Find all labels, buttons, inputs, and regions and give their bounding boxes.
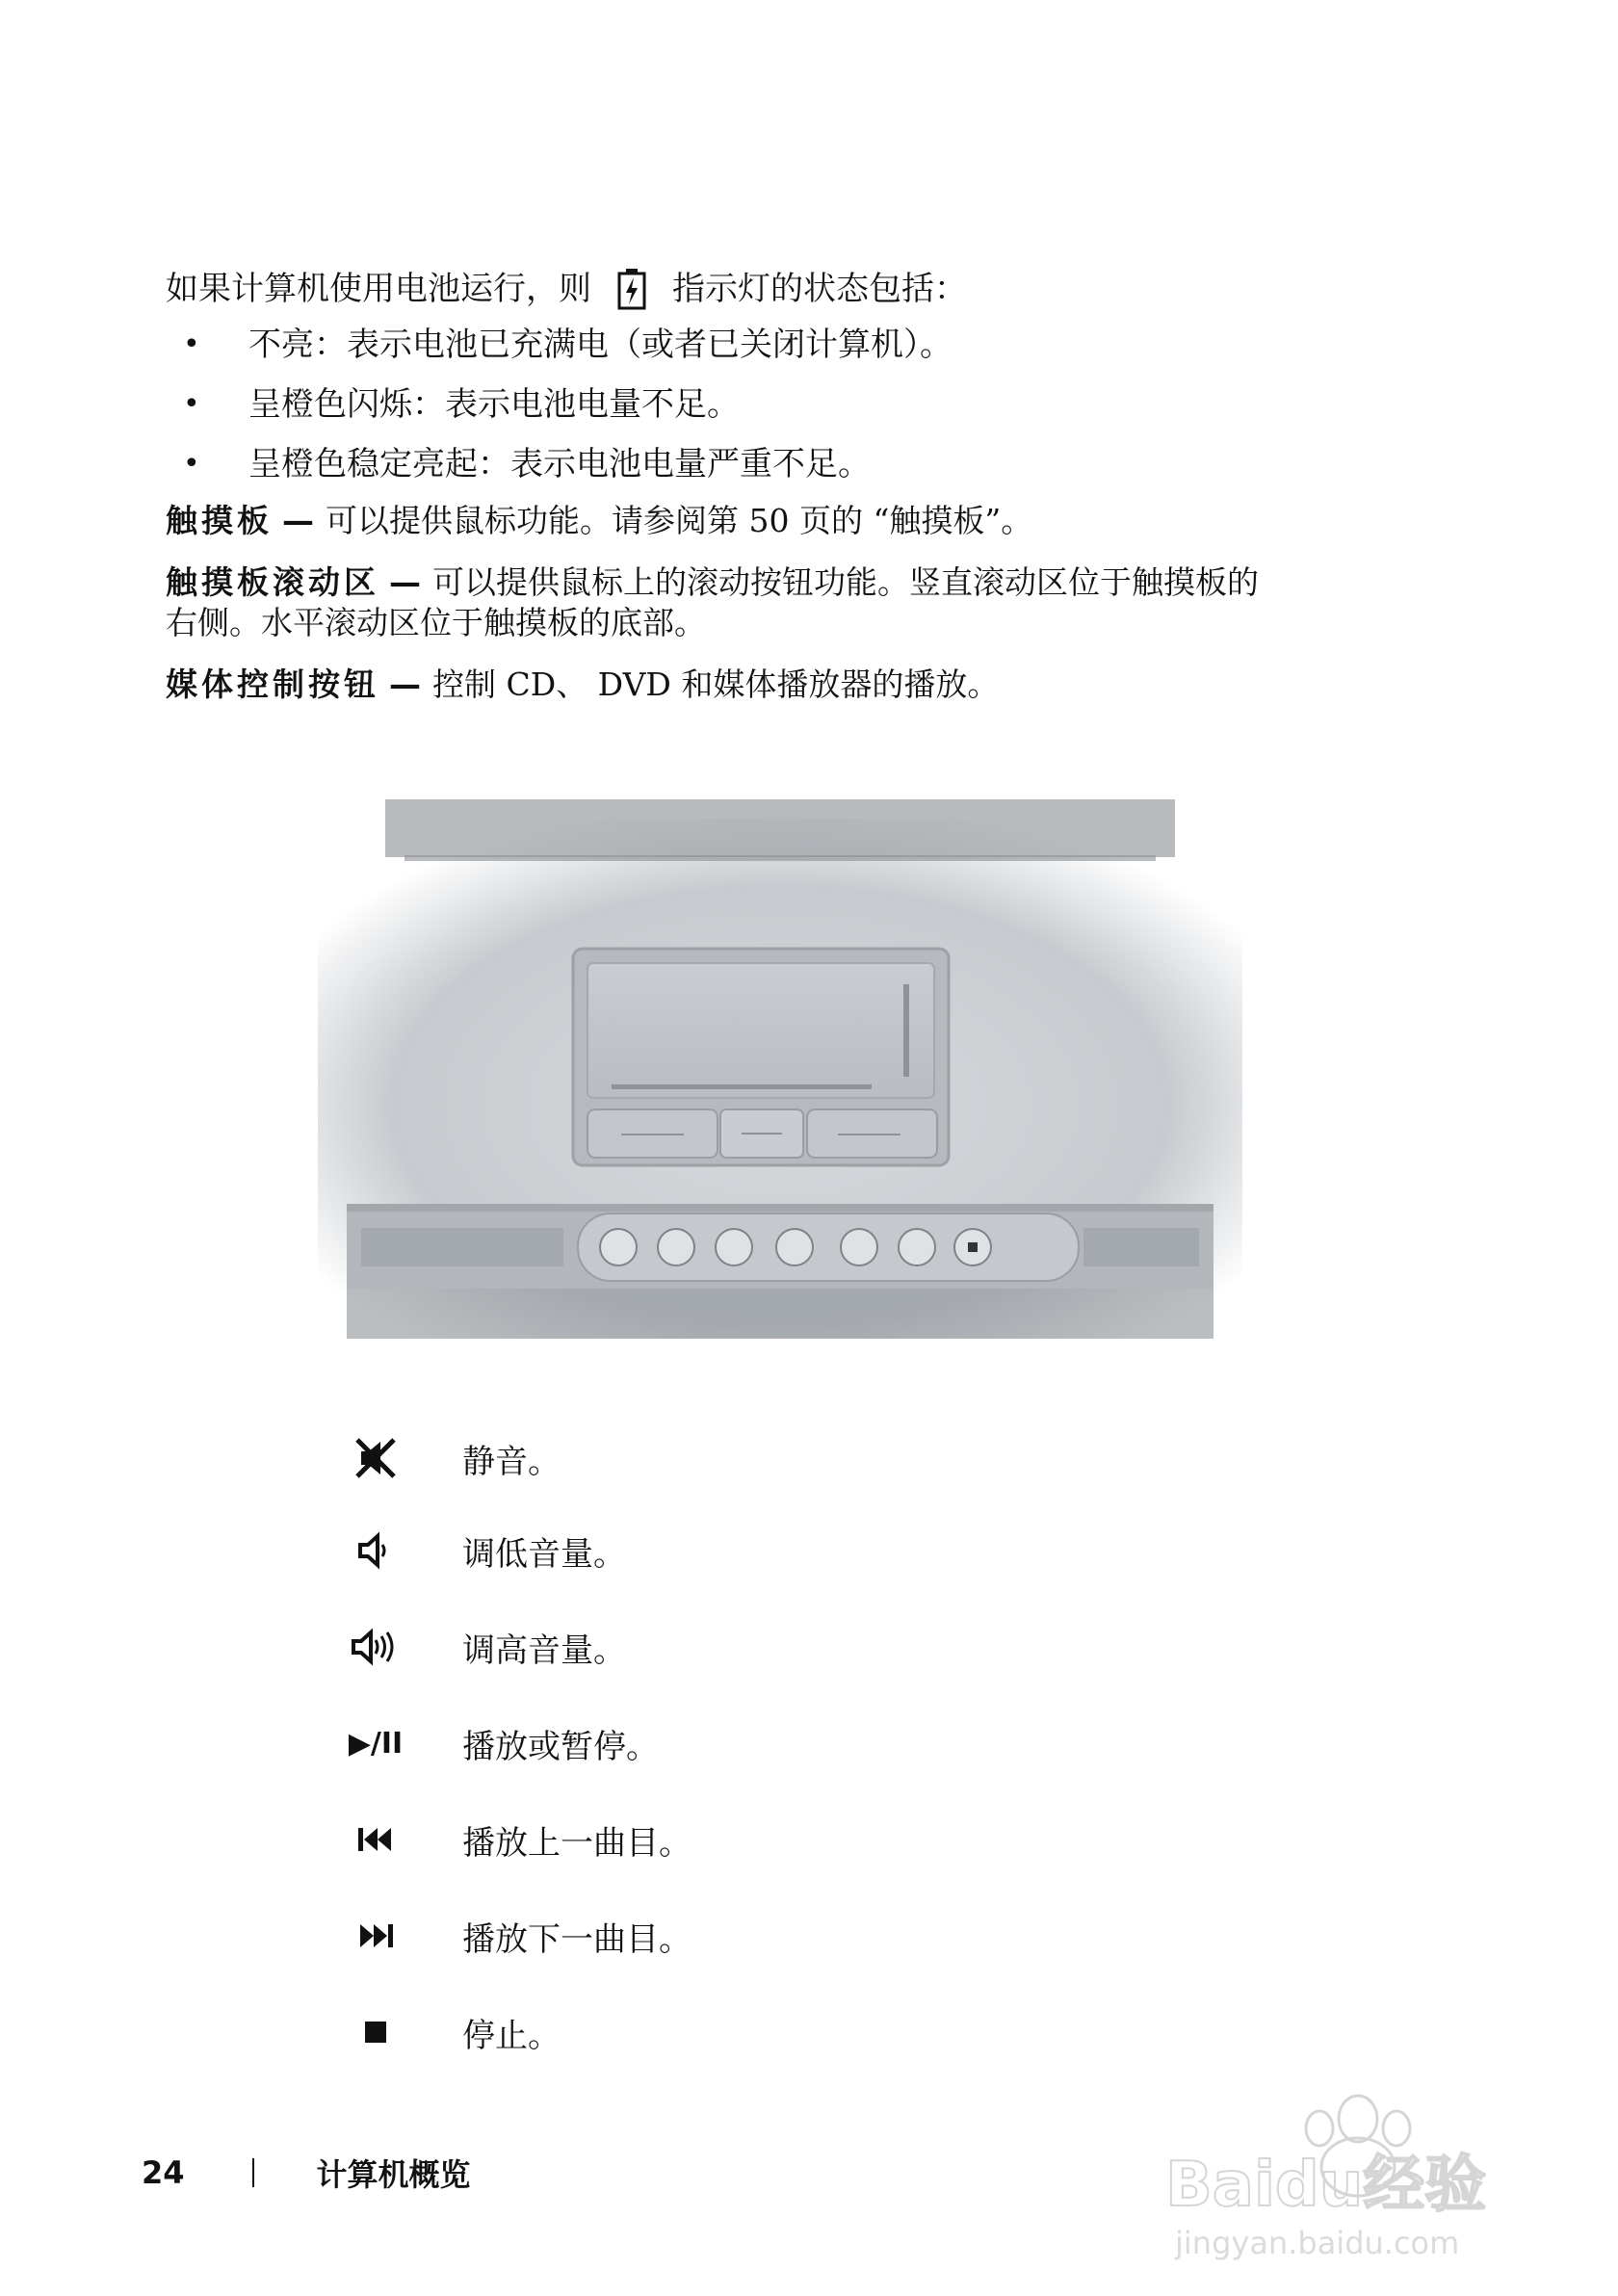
- entry-dash: —: [389, 665, 421, 703]
- watermark-brand: Baidu经验: [1165, 2150, 1487, 2221]
- baidu-watermark: [1156, 2071, 1560, 2263]
- entry-desc: 控制 CD、 DVD 和媒体播放器的播放。: [432, 665, 1000, 703]
- entry-touchpad: [166, 501, 1032, 541]
- legend-text: 调高音量。: [462, 1631, 626, 1670]
- entry-desc: 可以提供鼠标功能。请参阅第 50 页的 “触摸板”。: [326, 502, 1033, 539]
- bullet-text: 不亮：表示电池已充满电（或者已关闭计算机）。: [248, 326, 953, 364]
- list-item: [183, 322, 953, 368]
- intro-text-before: 如果计算机使用电池运行，则: [166, 270, 591, 308]
- entry-desc: 可以提供鼠标上的滚动按钮功能。竖直滚动区位于触摸板的: [432, 563, 1259, 601]
- legend-text: 静音。: [462, 1442, 561, 1481]
- list-item: [183, 441, 871, 487]
- stop-icon: [342, 2007, 409, 2057]
- legend-text: 播放下一曲目。: [462, 1919, 692, 1959]
- page-number: 24: [142, 2154, 185, 2191]
- legend-text: 停止。: [462, 2016, 561, 2055]
- watermark-url: jingyan.baidu.com: [1175, 2225, 1460, 2261]
- laptop-palmrest-figure: [318, 742, 1242, 1339]
- legend-text: 调低音量。: [462, 1534, 626, 1574]
- legend-row-previous: [342, 1811, 692, 1868]
- left-speaker-grille: [361, 1228, 563, 1266]
- mute-icon: [342, 1433, 409, 1483]
- section-title: 计算机概览: [316, 2156, 471, 2193]
- right-speaker-grille: [1083, 1228, 1199, 1266]
- entry-media-controls: [166, 665, 999, 705]
- intro-text-after: 指示灯的状态包括：: [672, 270, 967, 308]
- media-control-strip: [578, 1213, 1079, 1281]
- bullet-text: 呈橙色稳定亮起：表示电池电量严重不足。: [248, 445, 871, 483]
- volume-down-icon: [342, 1526, 409, 1576]
- page-footer: [142, 2151, 471, 2195]
- entry-dash: —: [282, 502, 314, 539]
- play-pause-icon: ▶/II: [348, 1726, 404, 1761]
- bullet-glyph: •: [183, 447, 200, 481]
- vertical-scroll-zone: [903, 984, 909, 1077]
- bullet-text: 呈橙色闪烁：表示电池电量不足。: [248, 385, 740, 424]
- previous-track-icon: [342, 1814, 409, 1865]
- entry-dash: —: [389, 563, 421, 601]
- legend-row-stop: [342, 2003, 561, 2061]
- touchpad-surface: [587, 963, 934, 1098]
- horizontal-scroll-zone: [612, 1084, 872, 1089]
- legend-text: 播放上一曲目。: [462, 1823, 692, 1863]
- entry-term: 触摸板滚动区: [166, 563, 379, 601]
- legend-row-volume-down: [342, 1522, 626, 1579]
- bullet-glyph: •: [183, 327, 200, 361]
- volume-up-icon: [342, 1622, 409, 1672]
- legend-text: 播放或暂停。: [462, 1727, 659, 1766]
- legend-row-volume-up: [342, 1618, 626, 1676]
- footer-divider: [252, 2158, 254, 2187]
- entry-term: 触摸板: [166, 502, 273, 539]
- entry-term: 媒体控制按钮: [166, 665, 379, 703]
- entry-scroll-zones: [166, 562, 1259, 643]
- bullet-glyph: •: [183, 387, 200, 421]
- battery-icon: [614, 267, 649, 311]
- legend-row-play-pause: [342, 1714, 659, 1772]
- legend-row-next: [342, 1907, 692, 1965]
- next-track-icon: [342, 1911, 409, 1961]
- entry-desc-continued: 右侧。水平滚动区位于触摸板的底部。: [166, 604, 706, 641]
- list-item: [183, 381, 740, 428]
- legend-row-mute: [342, 1429, 561, 1487]
- battery-status-intro: [166, 266, 967, 312]
